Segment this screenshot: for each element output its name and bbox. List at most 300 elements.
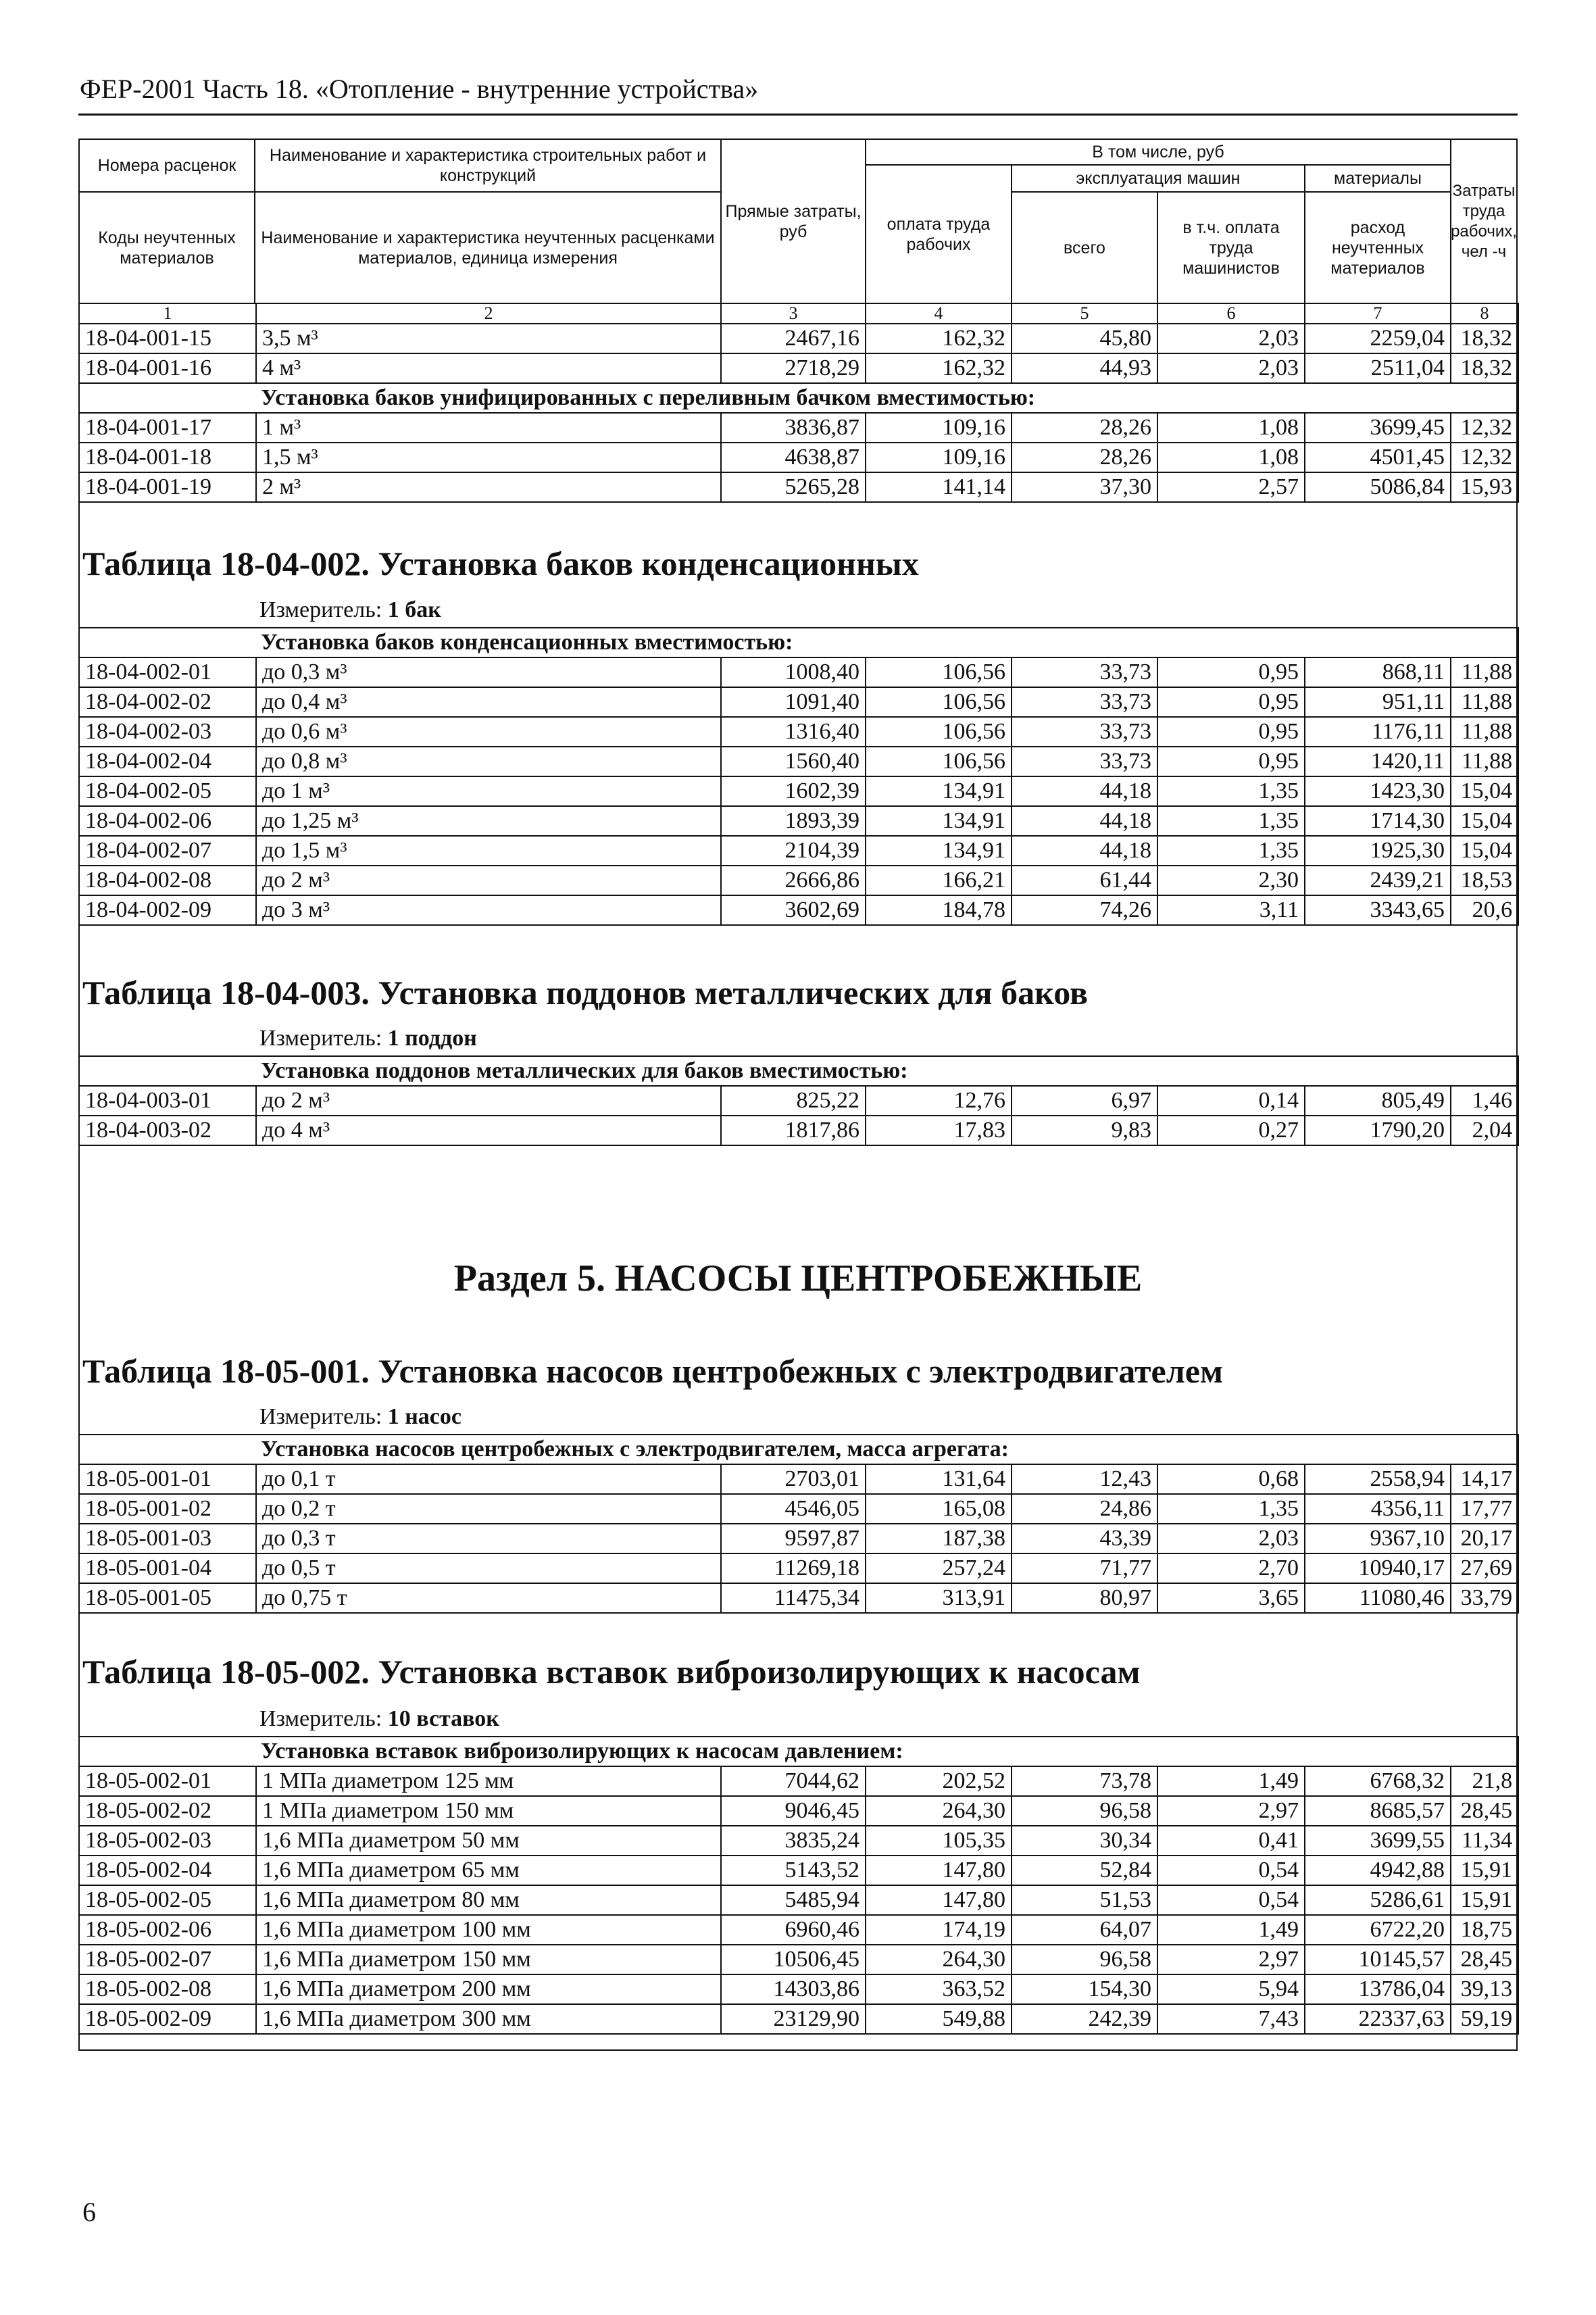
value-cell: 0,95 — [1157, 747, 1305, 776]
table-18-04-003 — [78, 1055, 1519, 1146]
table-row — [79, 472, 1518, 502]
value-cell: 33,73 — [1012, 657, 1157, 687]
value-cell: 3,11 — [1157, 895, 1305, 925]
rate-code: 18-04-002-08 — [79, 866, 256, 895]
item-description: 1,6 МПа диаметром 200 мм — [256, 1974, 721, 2004]
value-cell: 12,32 — [1451, 413, 1518, 443]
value-cell: 80,97 — [1012, 1583, 1157, 1613]
rate-code: 18-04-002-05 — [79, 776, 256, 806]
value-cell: 10940,17 — [1305, 1553, 1451, 1583]
value-cell: 162,32 — [866, 324, 1012, 353]
value-cell: 805,49 — [1305, 1086, 1451, 1116]
item-description: 1 м³ — [256, 413, 721, 443]
table-row — [79, 1086, 1518, 1116]
value-cell: 12,32 — [1451, 443, 1518, 472]
value-cell: 1,08 — [1157, 413, 1305, 443]
value-cell: 1,35 — [1157, 806, 1305, 836]
header-col8: Затраты труда рабочих, чел -ч — [1450, 139, 1518, 304]
value-cell: 131,64 — [866, 1464, 1012, 1494]
value-cell: 166,21 — [866, 866, 1012, 895]
value-cell: 2,97 — [1157, 1796, 1305, 1826]
measure-value: 1 насос — [387, 1404, 462, 1429]
value-cell: 106,56 — [866, 687, 1012, 717]
rate-code: 18-04-001-16 — [79, 353, 256, 383]
value-cell: 33,73 — [1012, 687, 1157, 717]
value-cell: 202,52 — [866, 1766, 1012, 1796]
measure-label: Измеритель: — [259, 1026, 382, 1051]
value-cell: 28,26 — [1012, 443, 1157, 472]
value-cell: 2439,21 — [1305, 866, 1451, 895]
section-row: Установка насосов центробежных с электродвигателем, масса агрегата: — [79, 1435, 1518, 1464]
table-row — [79, 806, 1518, 836]
value-cell: 52,84 — [1012, 1856, 1157, 1885]
value-cell: 2511,04 — [1305, 353, 1451, 383]
value-cell: 15,04 — [1451, 806, 1518, 836]
section-row: Установка баков унифицированных с переливным бачком вместимостью: — [79, 383, 1518, 413]
value-cell: 184,78 — [866, 895, 1012, 925]
value-cell: 1,49 — [1157, 1915, 1305, 1945]
value-cell: 45,80 — [1012, 324, 1157, 353]
value-cell: 15,93 — [1451, 472, 1518, 502]
value-cell: 21,8 — [1451, 1766, 1518, 1796]
value-cell: 17,77 — [1451, 1494, 1518, 1524]
rate-code: 18-04-002-06 — [79, 806, 256, 836]
header-col5: всего — [1011, 191, 1158, 304]
item-description: 1 МПа диаметром 125 мм — [256, 1766, 721, 1796]
value-cell: 14,17 — [1451, 1464, 1518, 1494]
table-row — [79, 353, 1518, 383]
measure-label: Измеритель: — [259, 597, 382, 622]
value-cell: 15,91 — [1451, 1856, 1518, 1885]
value-cell: 825,22 — [721, 1086, 866, 1116]
value-cell: 134,91 — [866, 836, 1012, 866]
value-cell: 4501,45 — [1305, 443, 1451, 472]
rate-code: 18-04-001-18 — [79, 443, 256, 472]
rate-code: 18-05-002-03 — [79, 1826, 256, 1856]
value-cell: 2,04 — [1451, 1116, 1518, 1145]
table-18-04-001 — [78, 303, 1519, 503]
measure-label: Измеритель: — [259, 1404, 382, 1429]
value-cell: 51,53 — [1012, 1885, 1157, 1915]
table-row — [79, 866, 1518, 895]
value-cell: 0,41 — [1157, 1826, 1305, 1856]
value-cell: 105,35 — [866, 1826, 1012, 1856]
section-row: Установка вставок виброизолирующих к насосам давлением: — [79, 1737, 1518, 1766]
value-cell: 8685,57 — [1305, 1796, 1451, 1826]
header-col1-bottom: Коды неучтенных материалов — [78, 191, 255, 304]
value-cell: 11080,46 — [1305, 1583, 1451, 1613]
header-materials: материалы — [1304, 164, 1451, 193]
value-cell: 1091,40 — [721, 687, 866, 717]
value-cell: 61,44 — [1012, 866, 1157, 895]
rate-code: 18-05-001-05 — [79, 1583, 256, 1613]
value-cell: 264,30 — [866, 1796, 1012, 1826]
value-cell: 141,14 — [866, 472, 1012, 502]
value-cell: 147,80 — [866, 1885, 1012, 1915]
value-cell: 39,13 — [1451, 1974, 1518, 2004]
header-machines: эксплуатация машин — [1011, 164, 1305, 193]
table-row — [79, 1553, 1518, 1583]
table-title: Таблица 18-04-002. Установка баков конденсационных — [82, 545, 919, 582]
measure-line — [259, 1404, 462, 1430]
value-cell: 106,56 — [866, 657, 1012, 687]
item-description: 1,6 МПа диаметром 150 мм — [256, 1945, 721, 1974]
value-cell: 0,27 — [1157, 1116, 1305, 1145]
item-description: 1,6 МПа диаметром 65 мм — [256, 1856, 721, 1885]
value-cell: 17,83 — [866, 1116, 1012, 1145]
header-group: В том числе, руб — [865, 139, 1451, 166]
measure-value: 1 поддон — [387, 1026, 477, 1051]
value-cell: 27,69 — [1451, 1553, 1518, 1583]
value-cell: 1420,11 — [1305, 747, 1451, 776]
value-cell: 6,97 — [1012, 1086, 1157, 1116]
value-cell: 109,16 — [866, 443, 1012, 472]
item-description: 3,5 м³ — [256, 324, 721, 353]
value-cell: 15,04 — [1451, 776, 1518, 806]
item-description: 1 МПа диаметром 150 мм — [256, 1796, 721, 1826]
rate-code: 18-05-001-02 — [79, 1494, 256, 1524]
value-cell: 1,35 — [1157, 1494, 1305, 1524]
table-row — [79, 324, 1518, 353]
value-cell: 2,03 — [1157, 353, 1305, 383]
header-col3: Прямые затраты, руб — [720, 139, 866, 304]
table-row — [79, 1856, 1518, 1885]
item-description: до 0,75 т — [256, 1583, 721, 1613]
rate-code: 18-05-001-03 — [79, 1524, 256, 1553]
rate-code: 18-05-002-05 — [79, 1885, 256, 1915]
table-row — [79, 1945, 1518, 1974]
colnum: 1 — [79, 303, 256, 324]
rate-code: 18-05-002-04 — [79, 1856, 256, 1885]
value-cell: 0,54 — [1157, 1885, 1305, 1915]
value-cell: 11475,34 — [721, 1583, 866, 1613]
table-row — [79, 836, 1518, 866]
value-cell: 15,91 — [1451, 1885, 1518, 1915]
value-cell: 868,11 — [1305, 657, 1451, 687]
value-cell: 5286,61 — [1305, 1885, 1451, 1915]
value-cell: 18,53 — [1451, 866, 1518, 895]
item-description: до 0,1 т — [256, 1464, 721, 1494]
header-col2-bottom: Наименование и характеристика неучтенных расценками материалов, единица измерения — [254, 191, 722, 304]
value-cell: 11,88 — [1451, 717, 1518, 747]
value-cell: 5485,94 — [721, 1885, 866, 1915]
rate-code: 18-05-002-01 — [79, 1766, 256, 1796]
table-row — [79, 1583, 1518, 1613]
value-cell: 106,56 — [866, 717, 1012, 747]
rate-code: 18-04-002-07 — [79, 836, 256, 866]
item-description: 1,6 МПа диаметром 80 мм — [256, 1885, 721, 1915]
table-row — [79, 1524, 1518, 1553]
item-description: до 4 м³ — [256, 1116, 721, 1145]
rate-code: 18-05-001-01 — [79, 1464, 256, 1494]
value-cell: 2558,94 — [1305, 1464, 1451, 1494]
colnum: 2 — [256, 303, 721, 324]
rate-code: 18-04-001-15 — [79, 324, 256, 353]
value-cell: 1790,20 — [1305, 1116, 1451, 1145]
value-cell: 6722,20 — [1305, 1915, 1451, 1945]
rate-code: 18-04-003-01 — [79, 1086, 256, 1116]
value-cell: 3,65 — [1157, 1583, 1305, 1613]
value-cell: 5143,52 — [721, 1856, 866, 1885]
item-description: 1,6 МПа диаметром 100 мм — [256, 1915, 721, 1945]
page-number: 6 — [82, 2197, 96, 2227]
value-cell: 2,57 — [1157, 472, 1305, 502]
value-cell: 363,52 — [866, 1974, 1012, 2004]
value-cell: 0,95 — [1157, 717, 1305, 747]
rate-code: 18-04-002-03 — [79, 717, 256, 747]
value-cell: 20,17 — [1451, 1524, 1518, 1553]
measure-line — [259, 597, 441, 623]
value-cell: 96,58 — [1012, 1945, 1157, 1974]
value-cell: 6768,32 — [1305, 1766, 1451, 1796]
value-cell: 24,86 — [1012, 1494, 1157, 1524]
table-row — [79, 1915, 1518, 1945]
table-row — [79, 747, 1518, 776]
section-row: Установка поддонов металлических для баков вместимостью: — [79, 1056, 1518, 1086]
item-description: 1,6 МПа диаметром 300 мм — [256, 2004, 721, 2034]
column-header-block — [78, 139, 1518, 304]
value-cell: 3602,69 — [721, 895, 866, 925]
value-cell: 10506,45 — [721, 1945, 866, 1974]
value-cell: 11,88 — [1451, 687, 1518, 717]
value-cell: 187,38 — [866, 1524, 1012, 1553]
rate-code: 18-04-002-09 — [79, 895, 256, 925]
table-row — [79, 687, 1518, 717]
rate-code: 18-04-002-01 — [79, 657, 256, 687]
table-18-05-002 — [78, 1736, 1519, 2035]
value-cell: 0,54 — [1157, 1856, 1305, 1885]
value-cell: 9046,45 — [721, 1796, 866, 1826]
value-cell: 3343,65 — [1305, 895, 1451, 925]
value-cell: 9367,10 — [1305, 1524, 1451, 1553]
value-cell: 18,75 — [1451, 1915, 1518, 1945]
value-cell: 1,46 — [1451, 1086, 1518, 1116]
value-cell: 162,32 — [866, 353, 1012, 383]
value-cell: 7,43 — [1157, 2004, 1305, 2034]
table-row — [79, 413, 1518, 443]
value-cell: 257,24 — [866, 1553, 1012, 1583]
value-cell: 4942,88 — [1305, 1856, 1451, 1885]
running-header: ФЕР-2001 Часть 18. «Отопление - внутренние устройства» — [80, 74, 759, 104]
value-cell: 59,19 — [1451, 2004, 1518, 2034]
item-description: до 0,5 т — [256, 1553, 721, 1583]
value-cell: 5086,84 — [1305, 472, 1451, 502]
section-row: Установка баков конденсационных вместимостью: — [79, 628, 1518, 657]
value-cell: 44,93 — [1012, 353, 1157, 383]
item-description: до 3 м³ — [256, 895, 721, 925]
value-cell: 11,88 — [1451, 747, 1518, 776]
rate-code: 18-05-001-04 — [79, 1553, 256, 1583]
value-cell: 12,43 — [1012, 1464, 1157, 1494]
value-cell: 313,91 — [866, 1583, 1012, 1613]
value-cell: 13786,04 — [1305, 1974, 1451, 2004]
value-cell: 33,73 — [1012, 717, 1157, 747]
value-cell: 154,30 — [1012, 1974, 1157, 2004]
header-col1-top: Номера расценок — [78, 139, 255, 193]
value-cell: 1,35 — [1157, 836, 1305, 866]
rate-code: 18-05-002-06 — [79, 1915, 256, 1945]
value-cell: 1316,40 — [721, 717, 866, 747]
item-description: до 2 м³ — [256, 866, 721, 895]
colnum: 3 — [721, 303, 866, 324]
value-cell: 12,76 — [866, 1086, 1012, 1116]
rate-code: 18-05-002-08 — [79, 1974, 256, 2004]
value-cell: 28,45 — [1451, 1796, 1518, 1826]
value-cell: 2104,39 — [721, 836, 866, 866]
column-number-row — [79, 303, 1518, 324]
value-cell: 2467,16 — [721, 324, 866, 353]
value-cell: 147,80 — [866, 1856, 1012, 1885]
header-col2-top: Наименование и характеристика строительных работ и конструкций — [254, 139, 722, 193]
value-cell: 44,18 — [1012, 776, 1157, 806]
item-description: до 2 м³ — [256, 1086, 721, 1116]
value-cell: 0,95 — [1157, 687, 1305, 717]
table-18-05-001 — [78, 1434, 1519, 1614]
table-row — [79, 1464, 1518, 1494]
table-row — [79, 2004, 1518, 2034]
item-description: 4 м³ — [256, 353, 721, 383]
value-cell: 96,58 — [1012, 1796, 1157, 1826]
table-title: Таблица 18-05-002. Установка вставок виброизолирующих к насосам — [82, 1653, 1141, 1691]
item-description: 1,6 МПа диаметром 50 мм — [256, 1826, 721, 1856]
table-row — [79, 1826, 1518, 1856]
value-cell: 2,30 — [1157, 866, 1305, 895]
value-cell: 1176,11 — [1305, 717, 1451, 747]
value-cell: 71,77 — [1012, 1553, 1157, 1583]
colnum: 5 — [1012, 303, 1157, 324]
value-cell: 2,03 — [1157, 324, 1305, 353]
value-cell: 6960,46 — [721, 1915, 866, 1945]
value-cell: 14303,86 — [721, 1974, 866, 2004]
value-cell: 2,97 — [1157, 1945, 1305, 1974]
value-cell: 1,08 — [1157, 443, 1305, 472]
table-title: Таблица 18-04-003. Установка поддонов металлических для баков — [82, 974, 1089, 1012]
value-cell: 0,95 — [1157, 657, 1305, 687]
value-cell: 73,78 — [1012, 1766, 1157, 1796]
measure-line — [259, 1026, 477, 1051]
value-cell: 1925,30 — [1305, 836, 1451, 866]
rate-code: 18-04-003-02 — [79, 1116, 256, 1145]
rate-code: 18-05-002-07 — [79, 1945, 256, 1974]
item-description: до 0,3 т — [256, 1524, 721, 1553]
value-cell: 28,45 — [1451, 1945, 1518, 1974]
value-cell: 1602,39 — [721, 776, 866, 806]
rate-code: 18-05-002-02 — [79, 1796, 256, 1826]
value-cell: 44,18 — [1012, 806, 1157, 836]
header-col4: оплата труда рабочих — [865, 164, 1012, 304]
value-cell: 15,04 — [1451, 836, 1518, 866]
value-cell: 33,79 — [1451, 1583, 1518, 1613]
rate-code: 18-04-001-19 — [79, 472, 256, 502]
value-cell: 1008,40 — [721, 657, 866, 687]
rate-code: 18-05-002-09 — [79, 2004, 256, 2034]
value-cell: 2666,86 — [721, 866, 866, 895]
measure-value: 1 бак — [387, 597, 441, 622]
item-description: до 0,4 м³ — [256, 687, 721, 717]
item-description: до 0,2 т — [256, 1494, 721, 1524]
value-cell: 30,34 — [1012, 1826, 1157, 1856]
measure-label: Измеритель: — [259, 1706, 382, 1731]
table-title: Таблица 18-05-001. Установка насосов центробежных с электродвигателем — [82, 1352, 1224, 1390]
value-cell: 11269,18 — [721, 1553, 866, 1583]
value-cell: 9597,87 — [721, 1524, 866, 1553]
value-cell: 1893,39 — [721, 806, 866, 836]
value-cell: 18,32 — [1451, 324, 1518, 353]
value-cell: 10145,57 — [1305, 1945, 1451, 1974]
table-row — [79, 717, 1518, 747]
value-cell: 1,49 — [1157, 1766, 1305, 1796]
item-description: до 1,5 м³ — [256, 836, 721, 866]
item-description: до 0,8 м³ — [256, 747, 721, 776]
value-cell: 3699,55 — [1305, 1826, 1451, 1856]
value-cell: 4356,11 — [1305, 1494, 1451, 1524]
value-cell: 5265,28 — [721, 472, 866, 502]
colnum: 7 — [1305, 303, 1451, 324]
value-cell: 7044,62 — [721, 1766, 866, 1796]
rate-code: 18-04-001-17 — [79, 413, 256, 443]
item-description: 2 м³ — [256, 472, 721, 502]
header-rule — [78, 114, 1518, 116]
value-cell: 11,34 — [1451, 1826, 1518, 1856]
value-cell: 11,88 — [1451, 657, 1518, 687]
item-description: до 1,25 м³ — [256, 806, 721, 836]
rate-code: 18-04-002-04 — [79, 747, 256, 776]
value-cell: 28,26 — [1012, 413, 1157, 443]
value-cell: 2,70 — [1157, 1553, 1305, 1583]
colnum: 6 — [1157, 303, 1305, 324]
value-cell: 9,83 — [1012, 1116, 1157, 1145]
value-cell: 1817,86 — [721, 1116, 866, 1145]
colnum: 8 — [1451, 303, 1518, 324]
table-row — [79, 1116, 1518, 1145]
value-cell: 2718,29 — [721, 353, 866, 383]
item-description: до 1 м³ — [256, 776, 721, 806]
table-row — [79, 1766, 1518, 1796]
value-cell: 174,19 — [866, 1915, 1012, 1945]
table-row — [79, 657, 1518, 687]
table-row — [79, 443, 1518, 472]
value-cell: 74,26 — [1012, 895, 1157, 925]
item-description: 1,5 м³ — [256, 443, 721, 472]
value-cell: 134,91 — [866, 806, 1012, 836]
value-cell: 18,32 — [1451, 353, 1518, 383]
header-col7: расход неучтенных материалов — [1304, 191, 1451, 304]
value-cell: 3835,24 — [721, 1826, 866, 1856]
value-cell: 33,73 — [1012, 747, 1157, 776]
table-row — [79, 1974, 1518, 2004]
value-cell: 3836,87 — [721, 413, 866, 443]
value-cell: 4638,87 — [721, 443, 866, 472]
value-cell: 20,6 — [1451, 895, 1518, 925]
value-cell: 22337,63 — [1305, 2004, 1451, 2034]
value-cell: 64,07 — [1012, 1915, 1157, 1945]
value-cell: 264,30 — [866, 1945, 1012, 1974]
table-row — [79, 1885, 1518, 1915]
measure-line — [259, 1706, 499, 1732]
value-cell: 1560,40 — [721, 747, 866, 776]
table-18-04-002 — [78, 627, 1519, 926]
value-cell: 1,35 — [1157, 776, 1305, 806]
value-cell: 0,14 — [1157, 1086, 1305, 1116]
table-row — [79, 1494, 1518, 1524]
value-cell: 165,08 — [866, 1494, 1012, 1524]
value-cell: 1714,30 — [1305, 806, 1451, 836]
item-description: до 0,3 м³ — [256, 657, 721, 687]
value-cell: 106,56 — [866, 747, 1012, 776]
value-cell: 37,30 — [1012, 472, 1157, 502]
value-cell: 109,16 — [866, 413, 1012, 443]
section-title: Раздел 5. НАСОСЫ ЦЕНТРОБЕЖНЫЕ — [453, 1258, 1143, 1299]
